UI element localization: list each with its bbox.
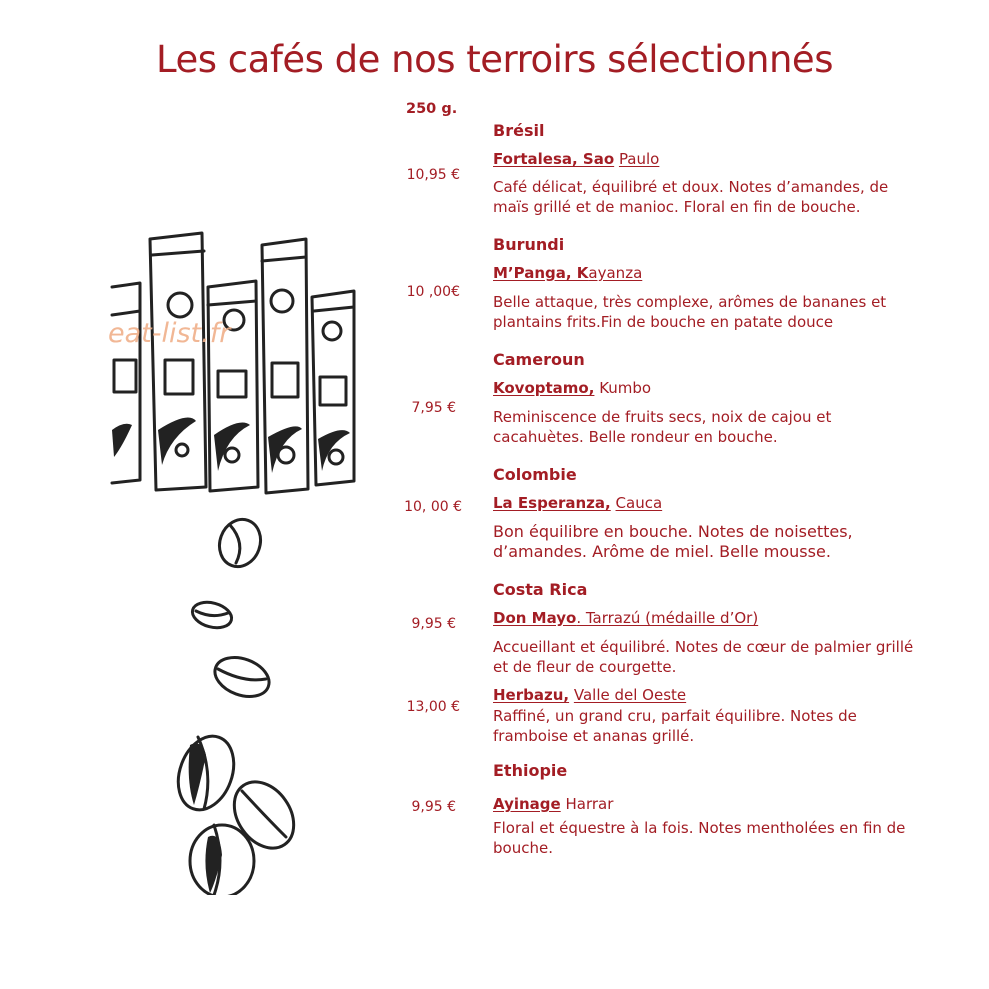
description-line: cacahuètes. Belle rondeur en bouche. [493, 428, 778, 446]
coffee-name-main: M’Panga, K [493, 264, 589, 282]
coffee-packet-sketch [312, 291, 354, 485]
coffee-bean-sketch [210, 651, 275, 704]
price: 13,00 € [406, 699, 460, 715]
coffee-description [493, 706, 857, 746]
price: 9,95 € [411, 616, 456, 632]
description-line: Café délicat, équilibré et doux. Notes d’amandes, de [493, 178, 889, 196]
page-title: Les cafés de nos terroirs sélectionnés [156, 38, 833, 81]
coffee-packet-sketch [208, 281, 258, 491]
coffee-description [493, 407, 831, 447]
coffee-name [493, 686, 686, 704]
coffee-name-main: La Esperanza, [493, 494, 611, 512]
description-line: framboise et ananas grillé. [493, 727, 695, 745]
country-heading-cameroun: Cameroun [493, 350, 585, 369]
coffee-name-main: Fortalesa, Sao [493, 150, 615, 168]
coffee-name [493, 150, 659, 168]
description-line: maïs grillé et de manioc. Floral en fin de bouche. [493, 198, 861, 216]
coffee-name-main: Kovoptamo, [493, 379, 595, 397]
coffee-name [493, 264, 642, 282]
description-line: Bon équilibre en bouche. Notes de noisettes, [493, 522, 853, 541]
coffee-description [493, 818, 905, 858]
coffee-region: ayanza [588, 264, 643, 282]
price: 9,95 € [411, 799, 456, 815]
coffee-name-main: Herbazu, [493, 686, 570, 704]
weight-label: 250 g. [406, 101, 458, 117]
country-heading-costa-rica: Costa Rica [493, 580, 588, 599]
coffee-region: . Tarrazú (médaille d’Or) [576, 609, 759, 627]
country-heading-colombie: Colombie [493, 465, 577, 484]
price: 10,95 € [406, 167, 460, 183]
description-line: Accueillant et équilibré. Notes de cœur de palmier grillé [493, 638, 914, 656]
price: 10 ,00€ [406, 284, 460, 300]
coffee-description [493, 522, 853, 562]
coffee-packet-sketch [262, 239, 308, 493]
price: 10, 00 € [404, 499, 462, 515]
watermark: eat-list.fr [108, 318, 231, 349]
coffee-bean-sketch [213, 514, 267, 573]
price: 7,95 € [411, 400, 456, 416]
coffee-region: Cauca [615, 494, 663, 512]
description-line: Raffiné, un grand cru, parfait équilibre. Notes de [493, 707, 857, 725]
description-line: bouche. [493, 839, 553, 857]
coffee-description [493, 292, 886, 332]
description-line: Belle attaque, très complexe, arômes de bananes et [493, 293, 887, 311]
country-heading-burundi: Burundi [493, 235, 565, 254]
description-line: Floral et équestre à la fois. Notes mentholées en fin de [493, 819, 906, 837]
country-heading-ethiopie: Ethiopie [493, 761, 568, 780]
coffee-region: Valle del Oeste [573, 686, 687, 704]
description-line: d’amandes. Arôme de miel. Belle mousse. [493, 542, 831, 561]
coffee-name [493, 494, 662, 512]
coffee-name [493, 379, 651, 397]
coffee-name-main: Ayinage [493, 795, 561, 813]
description-line: Reminiscence de fruits secs, noix de cajou et [493, 408, 832, 426]
coffee-region: Paulo [618, 150, 660, 168]
coffee-name-main: Don Mayo [493, 609, 577, 627]
country-heading-bresil: Brésil [493, 121, 545, 140]
coffee-bean-sketch [190, 598, 235, 632]
coffee-region: Harrar [565, 795, 614, 813]
coffee-bean-sketch [190, 825, 254, 895]
coffee-packet-sketch [150, 233, 206, 490]
coffee-description [493, 637, 913, 677]
coffee-bean-sketch [169, 728, 244, 817]
coffee-region: Kumbo [599, 379, 652, 397]
description-line: plantains frits.Fin de bouche en patate douce [493, 313, 834, 331]
coffee-description [493, 177, 888, 217]
coffee-name [493, 795, 613, 813]
coffee-name [493, 609, 758, 627]
coffee-bean-sketch [222, 771, 306, 860]
description-line: et de fleur de courgette. [493, 658, 677, 676]
